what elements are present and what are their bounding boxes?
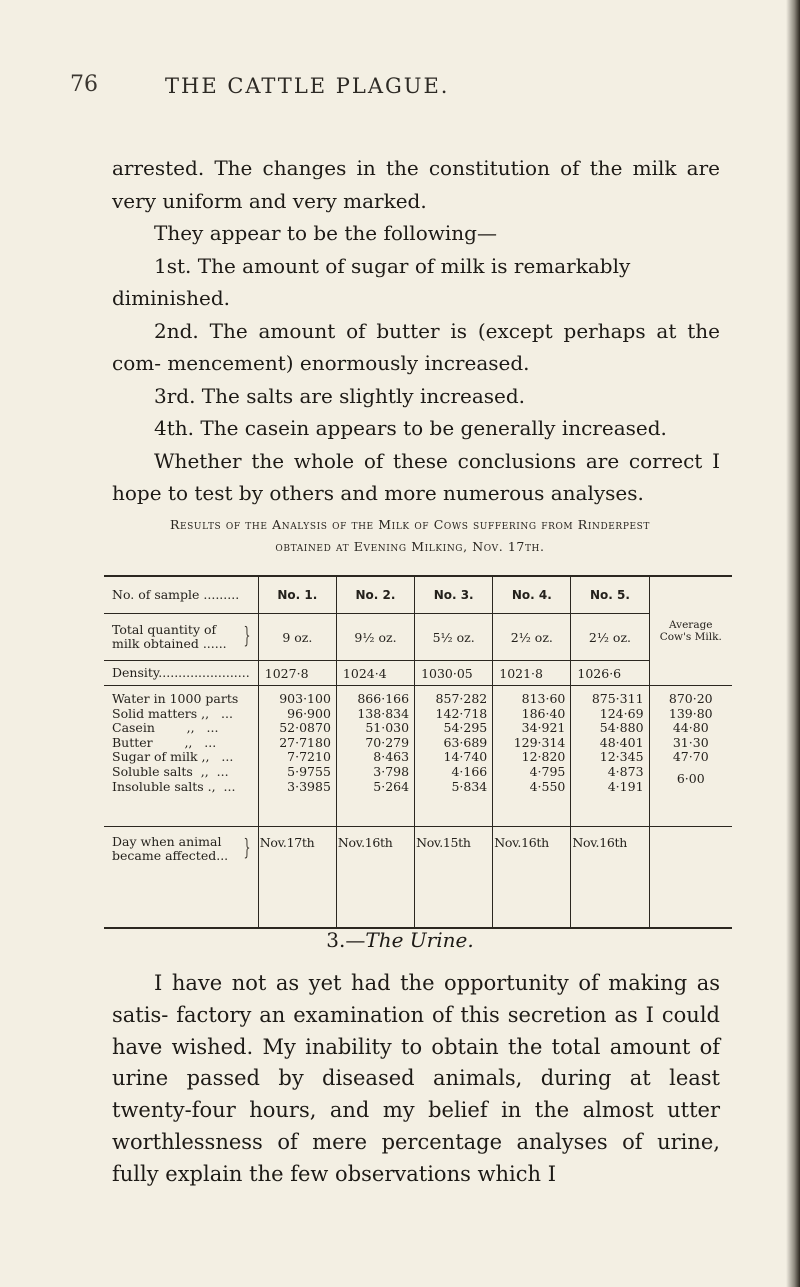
value-cell: 14·740 [443, 749, 488, 765]
sample-5: No. 5. [571, 576, 649, 614]
affected-day-row [104, 827, 732, 929]
quantity-label [104, 614, 258, 661]
average-cell: 139·80 [668, 705, 713, 721]
page-edge-shadow [786, 0, 800, 1287]
intro-paragraph-2: They appear to be the following— [154, 221, 497, 245]
quantity-5: 2½ oz. [571, 614, 649, 661]
density-1: 1027·8 [258, 661, 336, 686]
value-cell: 27·7180 [279, 734, 331, 750]
value-cell: 4·166 [451, 763, 488, 779]
average-header: Average Cow's Milk. [649, 576, 732, 686]
affected-day-4: Nov.16th [493, 827, 571, 929]
sample-3: No. 3. [415, 576, 493, 614]
quantity-row [104, 614, 732, 661]
label-sugar: Sugar of milk ,, ... [112, 749, 234, 765]
label-solids: Solid matters ,, ... [112, 705, 233, 721]
quantity-2: 9½ oz. [336, 614, 414, 661]
caption-line-2: obtained at Evening Milking, Nov. 17th. [275, 539, 545, 554]
density-3: 1030·05 [415, 661, 493, 686]
intro-paragraph-3: Whether the whole of these conclusions are correct I hope to test by others and more numerous analyses. [112, 448, 720, 505]
value-cell: 142·718 [435, 705, 488, 721]
section-title: The Urine. [365, 928, 474, 952]
affected-day-2: Nov.16th [336, 827, 414, 929]
density-5: 1026·6 [571, 661, 649, 686]
density-row [104, 661, 732, 686]
composition-sample-4 [493, 686, 571, 827]
urine-paragraph: I have not as yet had the opportunity of making as satis- factory an examination of this secretion as I could have wished. My inability to obtain the total amount of urine passed by diseased animals, during at least twenty-four hours, and my belief in the almost utter worthlessness of mere percentage analyses of urine, fully explain the few observations which I [112, 971, 720, 1186]
value-cell: 866·166 [357, 691, 410, 706]
value-cell: 54·880 [599, 720, 644, 736]
average-cell: 47·70 [672, 749, 709, 765]
value-cell: 4·873 [607, 763, 644, 779]
sample-1: No. 1. [258, 576, 336, 614]
brace-icon: } [243, 836, 251, 861]
value-cell: 12·820 [521, 749, 566, 765]
value-cell: 54·295 [443, 720, 488, 736]
sample-4: No. 4. [493, 576, 571, 614]
affected-day-1: Nov.17th [258, 827, 336, 929]
value-cell: 12·345 [599, 749, 644, 765]
label-water: Water in 1000 parts [112, 691, 239, 706]
quantity-3: 5½ oz. [415, 614, 493, 661]
density-4: 1021·8 [493, 661, 571, 686]
density-2: 1024·4 [336, 661, 414, 686]
composition-sample-2 [336, 686, 414, 827]
affected-day-5: Nov.16th [571, 827, 649, 929]
sample-header-row [104, 576, 732, 614]
point-4: 4th. The casein appears to be generally increased. [154, 416, 667, 440]
composition-sample-5 [571, 686, 649, 827]
value-cell: 3·3985 [287, 778, 331, 794]
value-cell: 3·798 [373, 763, 410, 779]
value-cell: 51·030 [365, 720, 410, 736]
value-cell: 138·834 [357, 705, 410, 721]
composition-labels [104, 686, 258, 827]
sample-label: No. of sample ......... [104, 576, 258, 614]
brace-icon: } [243, 624, 251, 649]
affected-average-empty [649, 827, 732, 929]
point-2: 2nd. The amount of butter is (except perhaps at the com- mencement) enormously increased. [112, 318, 720, 375]
value-cell: 70·279 [365, 734, 410, 750]
affected-label [104, 827, 258, 929]
point-1: 1st. The amount of sugar of milk is remarkably diminished. [112, 253, 631, 310]
label-butter: Butter ,, ... [112, 734, 217, 750]
value-cell: 903·100 [279, 691, 331, 706]
value-cell: 813·60 [521, 691, 566, 706]
value-cell: 34·921 [521, 720, 566, 736]
quantity-4: 2½ oz. [493, 614, 571, 661]
label-casein: Casein ,, ... [112, 720, 219, 736]
affected-day-3: Nov.15th [415, 827, 493, 929]
sample-2: No. 2. [336, 576, 414, 614]
page-header [0, 72, 800, 112]
section-number: 3.— [326, 928, 366, 952]
value-cell: 5·834 [451, 778, 488, 794]
value-cell: 5·9755 [287, 763, 331, 779]
page-number: 76 [70, 72, 98, 97]
intro-paragraph-1: arrested. The changes in the constitution of the milk are very uniform and very marked. [112, 156, 720, 213]
value-cell: 4·191 [607, 778, 644, 794]
running-title: THE CATTLE PLAGUE. [165, 74, 450, 98]
label-insoluble-salts: Insoluble salts ., ... [112, 778, 236, 794]
urine-text [112, 968, 720, 1191]
section-heading [0, 928, 800, 952]
value-cell: 4·550 [529, 778, 566, 794]
value-cell: 8·463 [373, 749, 410, 765]
composition-average [649, 686, 732, 827]
quantity-label-text: Total quantity of milk obtained ...... [112, 622, 227, 651]
value-cell: 186·40 [521, 705, 566, 721]
value-cell: 7·7210 [287, 749, 331, 765]
composition-sample-3 [415, 686, 493, 827]
average-salts-cell: 6·00 [676, 770, 705, 786]
quantity-1: 9 oz. [258, 614, 336, 661]
value-cell: 129·314 [513, 734, 566, 750]
value-cell: 124·69 [599, 705, 644, 721]
point-3: 3rd. The salts are slightly increased. [154, 383, 526, 408]
caption-line-1: Results of the Analysis of the Milk of Cows suffering from Rinderpest [169, 517, 651, 532]
intro-text [112, 152, 720, 510]
value-cell: 48·401 [599, 734, 644, 750]
average-cell: 44·80 [672, 720, 709, 736]
affected-label-text: Day when animal became affected... [112, 834, 229, 863]
value-cell: 875·311 [591, 691, 644, 706]
average-cell: 870·20 [668, 691, 713, 706]
value-cell: 857·282 [435, 691, 488, 706]
composition-sample-1 [258, 686, 336, 827]
value-cell: 5·264 [373, 778, 410, 794]
label-soluble-salts: Soluble salts ,, ... [112, 763, 229, 779]
milk-analysis-table [104, 575, 732, 929]
density-label: Density....................... [104, 661, 258, 686]
value-cell: 52·0870 [279, 720, 331, 736]
value-cell: 96·900 [287, 705, 331, 721]
composition-row [104, 686, 732, 827]
table-caption [90, 514, 730, 558]
value-cell: 4·795 [529, 763, 566, 779]
average-cell: 31·30 [672, 734, 709, 750]
value-cell: 63·689 [443, 734, 488, 750]
